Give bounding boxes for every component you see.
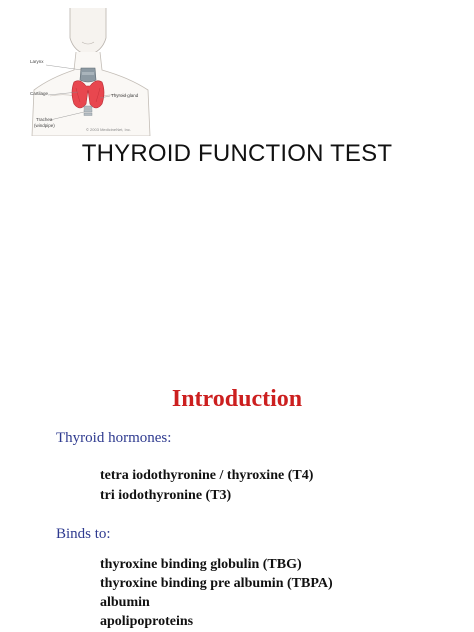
page-title: THYROID FUNCTION TEST (81, 140, 393, 167)
hormones-heading: Thyroid hormones: (56, 430, 172, 446)
list-item: apolipoproteins (100, 614, 194, 629)
binds-heading: Binds to: (56, 526, 111, 542)
list-item: thyroxine binding pre albumin (TBPA) (100, 576, 333, 591)
list-item: tri iodothyronine (T3) (100, 488, 232, 503)
label-thyroid-gland: Thyroid gland (111, 93, 139, 98)
copyright-notice: © 2003 MedicineNet, Inc. (86, 127, 131, 132)
thyroid-anatomy-illustration (30, 8, 152, 136)
list-item: thyroxine binding globulin (TBG) (100, 557, 302, 572)
list-item: tetra iodothyronine / thyroxine (T4) (100, 468, 314, 483)
section-title: Introduction (171, 386, 303, 412)
list-item: albumin (100, 595, 150, 610)
label-cartilage: Cartilage (30, 91, 49, 96)
label-larynx: Larynx (30, 59, 44, 64)
label-trachea: Trachea (36, 117, 53, 122)
label-windpipe: (windpipe) (34, 123, 55, 128)
slide-introduction (0, 370, 474, 632)
